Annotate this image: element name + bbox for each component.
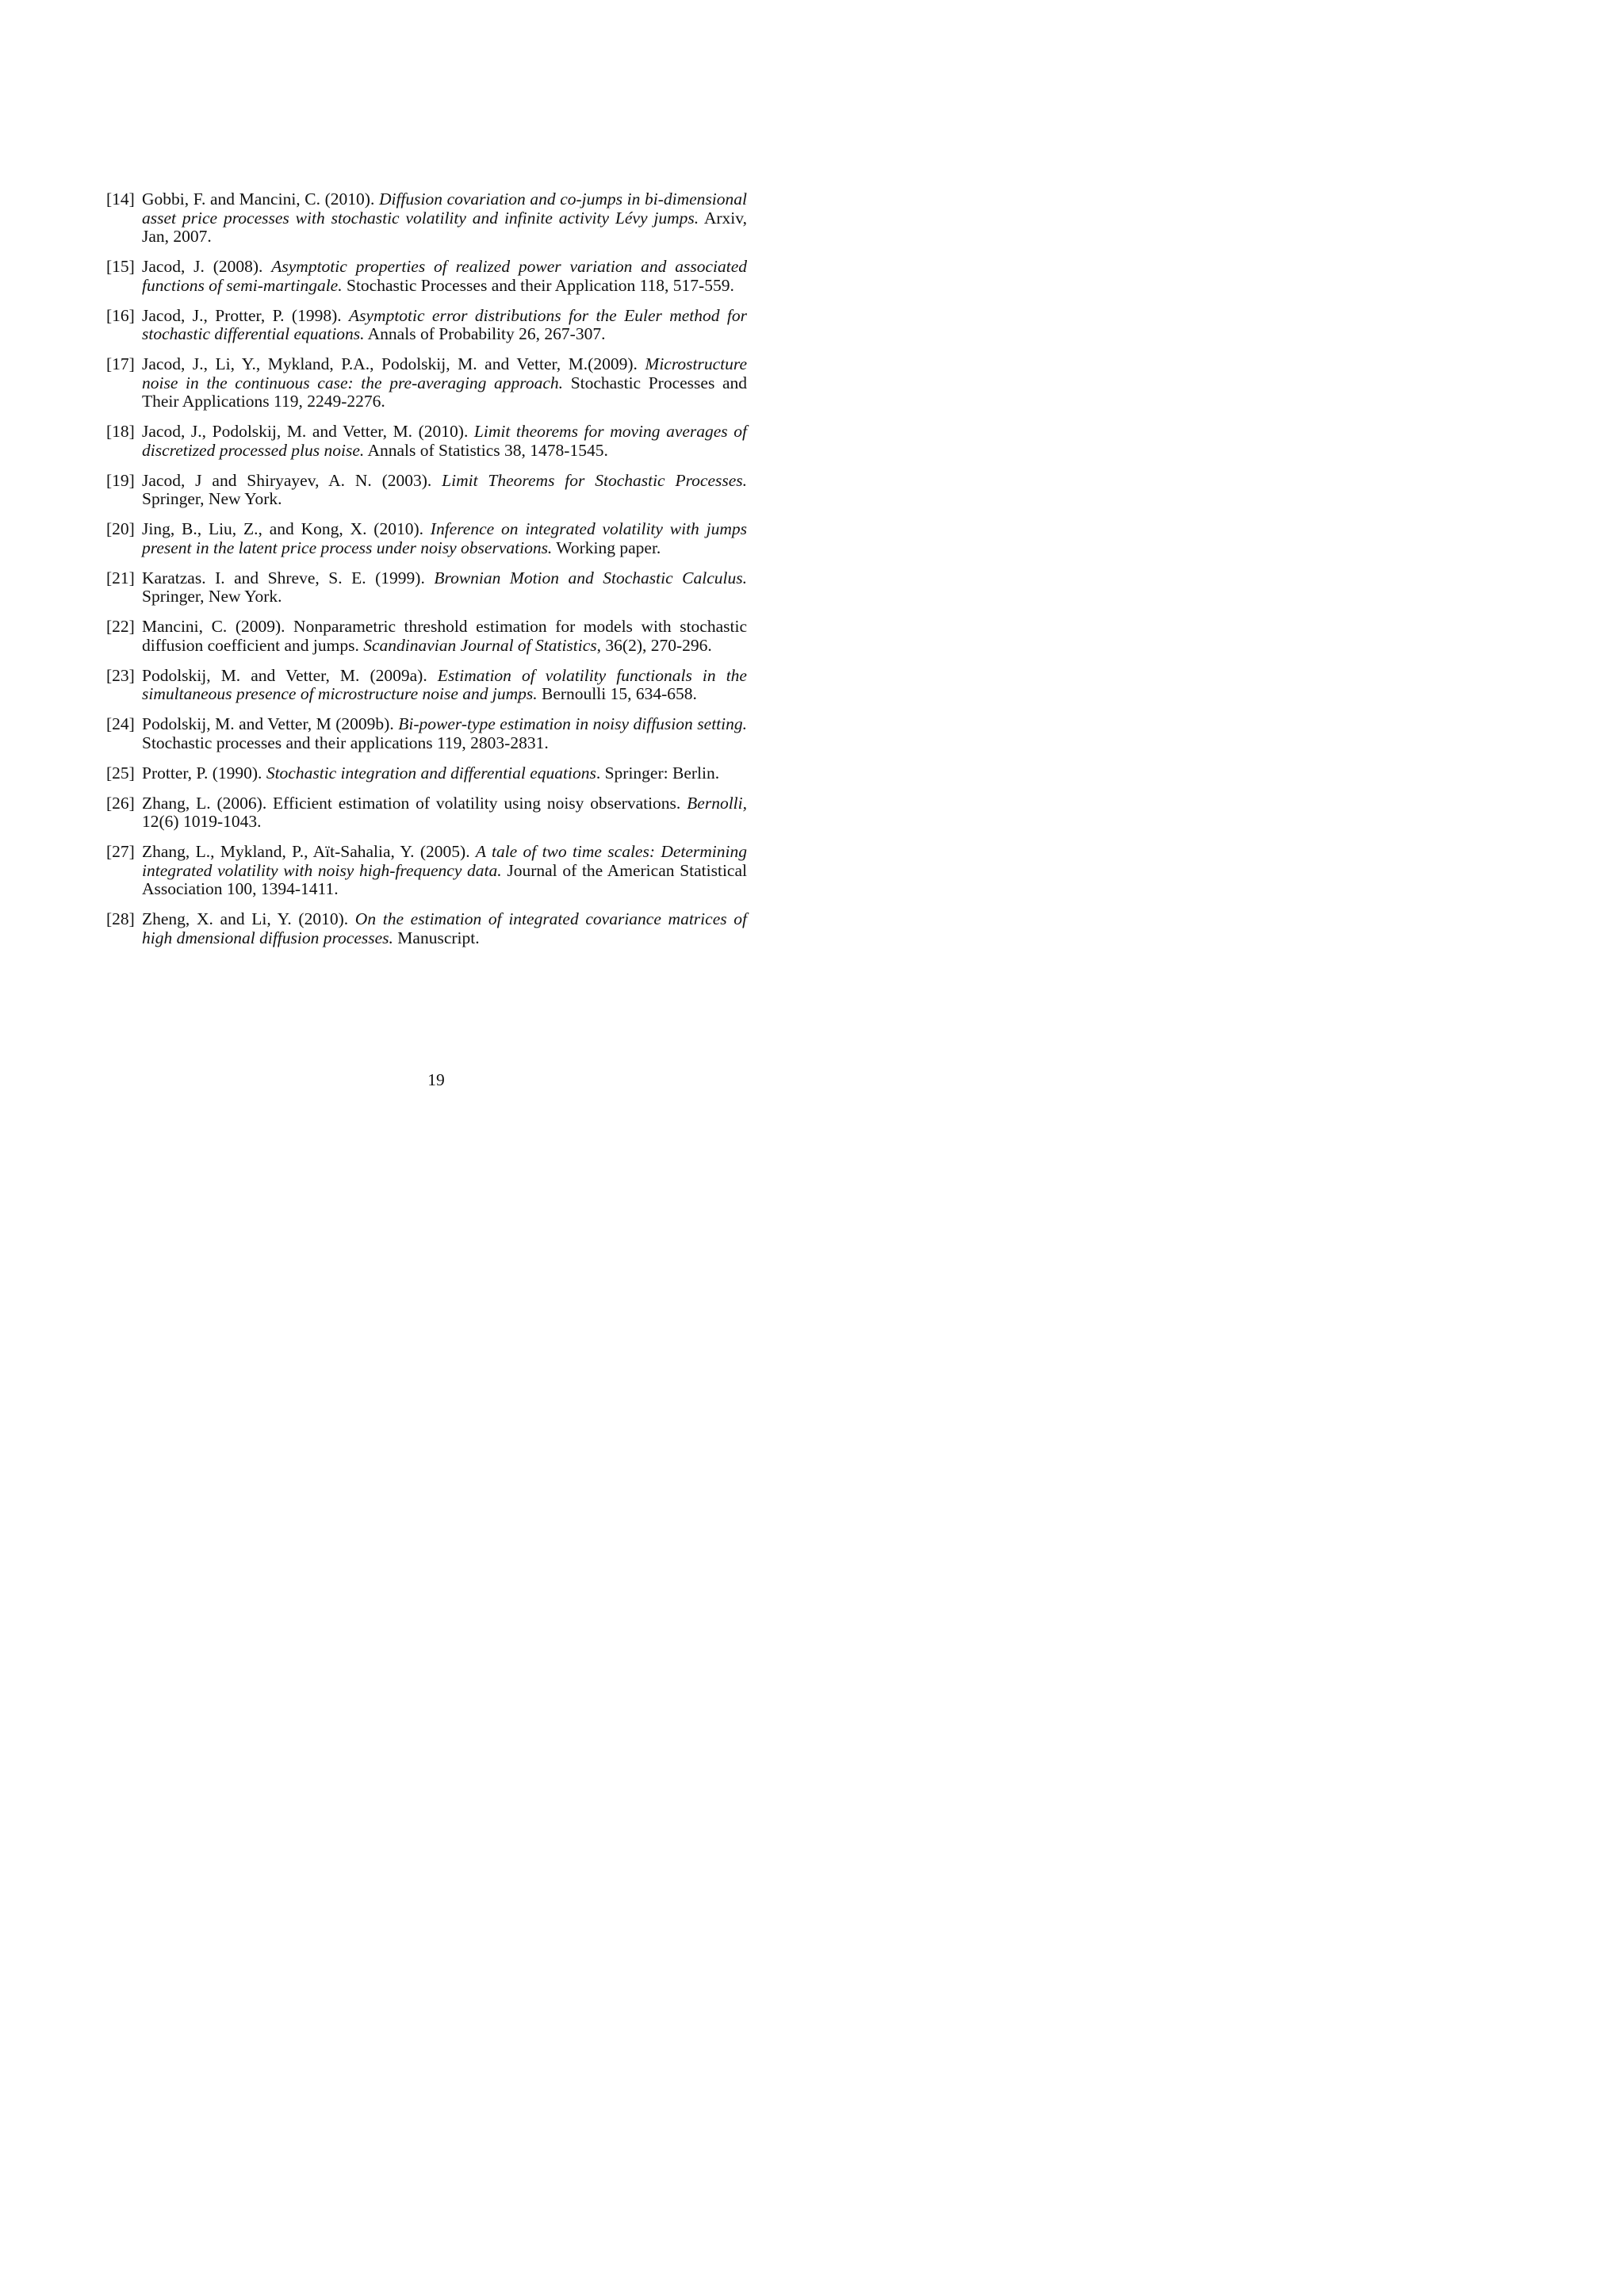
reference-source: , 36(2), 270-296. [596, 635, 712, 655]
page-number: 19 [427, 1070, 445, 1089]
reference-title: Asymptotic error distributions for the Euler method for stochastic differential equations. [142, 305, 747, 343]
reference-authors: Jing, B., Liu, Z., and Kong, X. (2010). [142, 519, 431, 538]
reference-title: Limit Theorems for Stochastic Processes. [442, 470, 748, 490]
reference-item [106, 472, 747, 509]
reference-title: Microstructure noise in the continuous case: the pre-averaging approach. [142, 354, 747, 392]
reference-source: Annals of Probability 26, 267-307. [364, 324, 606, 343]
reference-number: [16] [106, 305, 135, 325]
reference-title: On the estimation of integrated covariance matrices of high dmensional diffusion processes. [142, 909, 747, 947]
reference-text [142, 258, 747, 295]
reference-authors: Protter, P. (1990). [142, 763, 266, 783]
reference-title: Inference on integrated volatility with jumps present in the latent price process under noisy observations. [142, 519, 747, 557]
reference-source: Stochastic Processes and Their Applications 119, 2249-2276. [142, 373, 748, 411]
reference-authors: Podolskij, M. and Vetter, M. (2009a). [142, 665, 438, 685]
reference-text [142, 910, 747, 947]
reference-number: [24] [106, 714, 135, 733]
reference-text [142, 355, 747, 411]
reference-text [142, 190, 747, 247]
reference-number: [14] [106, 189, 135, 209]
reference-text [142, 569, 747, 607]
reference-text [142, 843, 747, 899]
reference-title: A tale of two time scales: Determining integrated volatility with noisy high-frequency data. [142, 842, 747, 880]
reference-text [142, 794, 747, 832]
reference-item [106, 569, 747, 607]
reference-title: Bi-power-type estimation in noisy diffusion setting. [398, 714, 747, 733]
reference-item [106, 423, 747, 460]
reference-authors: Jacod, J., Li, Y., Mykland, P.A., Podolskij, M. and Vetter, M.(2009). [142, 354, 645, 373]
reference-authors: Karatzas. I. and Shreve, S. E. (1999). [142, 568, 435, 587]
reference-item [106, 258, 747, 295]
reference-authors: Jacod, J., Podolskij, M. and Vetter, M. (2010). [142, 422, 474, 441]
reference-authors: Gobbi, F. and Mancini, C. (2010). [142, 189, 379, 209]
reference-title: Brownian Motion and Stochastic Calculus. [434, 568, 747, 587]
reference-title: Estimation of volatility functionals in the simultaneous presence of microstructure noise and jumps. [142, 665, 747, 703]
reference-source: Journal of the American Statistical Association 100, 1394-1411. [142, 860, 747, 898]
reference-text [142, 764, 747, 783]
reference-source: 12(6) 1019-1043. [142, 812, 262, 831]
reference-source: Stochastic Processes and their Application 118, 517-559. [342, 275, 734, 295]
reference-item [106, 764, 747, 783]
reference-item [106, 794, 747, 832]
reference-item [106, 520, 747, 557]
reference-source: Manuscript. [393, 928, 480, 947]
reference-text [142, 618, 747, 655]
reference-text [142, 520, 747, 557]
reference-number: [22] [106, 617, 135, 636]
reference-item [106, 190, 747, 247]
reference-item [106, 843, 747, 899]
reference-source: Springer, New York. [142, 587, 282, 606]
reference-number: [21] [106, 568, 135, 587]
reference-number: [20] [106, 519, 135, 538]
reference-title: Limit theorems for moving averages of discretized processed plus noise. [142, 422, 747, 460]
reference-number: [18] [106, 422, 135, 441]
reference-title: Asymptotic properties of realized power variation and associated functions of semi-martingale. [142, 257, 748, 295]
reference-authors: Zhang, L., Mykland, P., Aït-Sahalia, Y. (2005). [142, 842, 476, 861]
reference-text [142, 423, 747, 460]
reference-source: Springer, New York. [142, 489, 282, 508]
reference-authors: Zhang, L. (2006). Efficient estimation of volatility using noisy observations. [142, 793, 688, 813]
reference-number: [19] [106, 470, 135, 490]
reference-title: Diffusion covariation and co-jumps in bi-dimensional asset price processes with stochastic volatility and infinite activity Lévy jumps. [142, 189, 747, 228]
reference-source: Stochastic processes and their applications 119, 2803-2831. [142, 733, 549, 752]
reference-number: [28] [106, 909, 135, 928]
reference-item [106, 715, 747, 752]
reference-number: [23] [106, 665, 135, 685]
reference-authors: Mancini, C. (2009). Nonparametric threshold estimation for models with stochastic diffusion coefficient and jumps. [142, 617, 747, 655]
reference-authors: Jacod, J., Protter, P. (1998). [142, 305, 349, 325]
reference-title: Stochastic integration and differential equations [266, 763, 596, 783]
reference-number: [26] [106, 793, 135, 813]
reference-item [106, 307, 747, 344]
reference-item [106, 618, 747, 655]
reference-source: Working paper. [552, 538, 661, 557]
reference-text [142, 667, 747, 704]
reference-authors: Jacod, J and Shiryayev, A. N. (2003). [142, 470, 442, 490]
reference-number: [27] [106, 842, 135, 861]
reference-item [106, 355, 747, 411]
reference-source: Annals of Statistics 38, 1478-1545. [364, 440, 608, 460]
reference-title: Bernolli, [687, 793, 747, 813]
reference-source: Arxiv, Jan, 2007. [142, 208, 748, 246]
reference-authors: Zheng, X. and Li, Y. (2010). [142, 909, 355, 928]
reference-authors: Podolskij, M. and Vetter, M (2009b). [142, 714, 399, 733]
reference-source: . Springer: Berlin. [596, 763, 720, 783]
reference-authors: Jacod, J. (2008). [142, 257, 272, 276]
reference-item [106, 667, 747, 704]
reference-number: [17] [106, 354, 135, 373]
reference-text [142, 715, 747, 752]
reference-number: [15] [106, 257, 135, 276]
reference-title: Scandinavian Journal of Statistics [363, 635, 597, 655]
reference-text [142, 472, 747, 509]
reference-item [106, 910, 747, 947]
reference-source: Bernoulli 15, 634-658. [537, 684, 697, 703]
reference-text [142, 307, 747, 344]
reference-list [106, 190, 747, 959]
reference-number: [25] [106, 763, 135, 783]
